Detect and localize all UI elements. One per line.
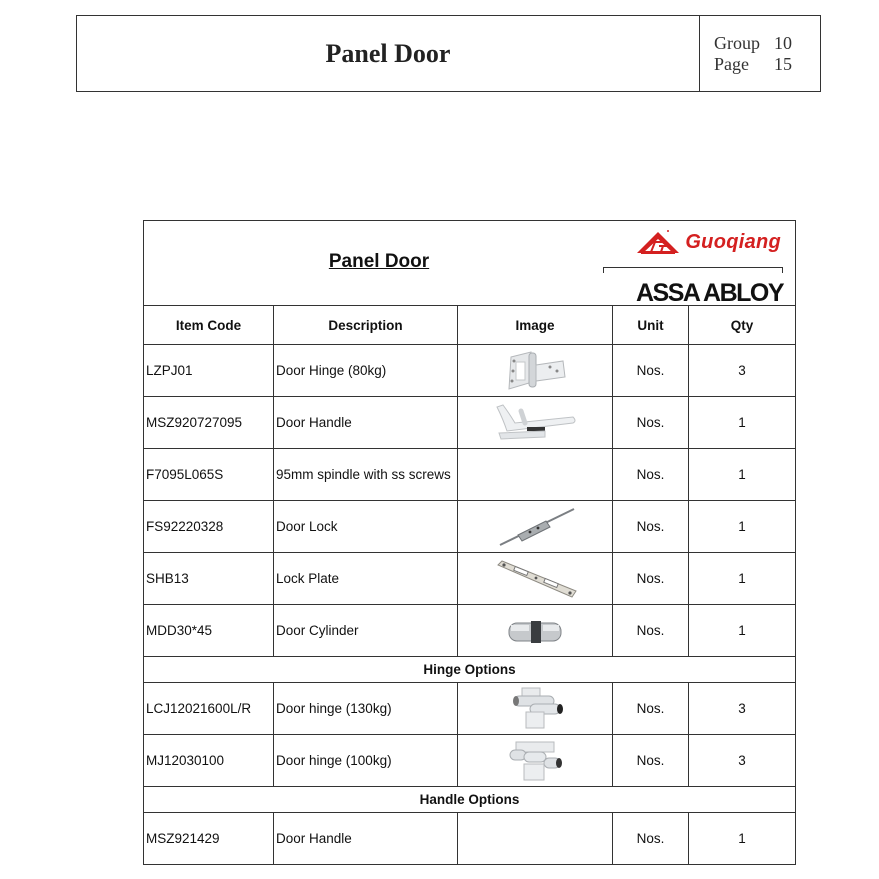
table-row [144, 397, 796, 449]
item-qty: 1 [689, 397, 796, 449]
item-qty: 3 [689, 735, 796, 787]
item-image-empty [458, 813, 613, 865]
euro-cylinder-image [495, 611, 575, 651]
parts-table [143, 220, 796, 865]
col-header-image: Image [458, 306, 613, 345]
item-unit: Nos. [613, 501, 689, 553]
guoqiang-wordmark: Guoqiang [685, 230, 782, 253]
table-row [144, 813, 796, 865]
page-value: 15 [774, 53, 792, 74]
table-title: Panel Door [328, 251, 430, 272]
table-row [144, 449, 796, 501]
item-unit: Nos. [613, 683, 689, 735]
page-header [76, 15, 821, 92]
item-description: Door hinge (100kg) [274, 735, 458, 787]
column-headers [144, 306, 796, 345]
item-description: Door Hinge (80kg) [274, 345, 458, 397]
item-code: SHB13 [144, 553, 274, 605]
item-code: FS92220328 [144, 501, 274, 553]
item-unit: Nos. [613, 345, 689, 397]
barrel-hinge-double-image [500, 738, 570, 784]
item-code: LZPJ01 [144, 345, 274, 397]
section-title-hinge-options: Hinge Options [144, 657, 796, 683]
lever-handle-image [485, 401, 585, 445]
guoqiang-house-icon [635, 229, 681, 255]
strike-plate-image [490, 557, 580, 601]
item-description: Lock Plate [274, 553, 458, 605]
item-description: 95mm spindle with ss screws [274, 449, 458, 501]
item-code: MDD30*45 [144, 605, 274, 657]
item-unit: Nos. [613, 605, 689, 657]
table-row [144, 501, 796, 553]
header-title: Panel Door [325, 38, 451, 68]
group-value: 10 [774, 32, 792, 53]
assa-abloy-wordmark: ASSA ABLOY [636, 279, 784, 307]
table-row [144, 605, 796, 657]
table-row [144, 345, 796, 397]
item-unit: Nos. [613, 553, 689, 605]
item-unit: Nos. [613, 735, 689, 787]
item-description: Door hinge (130kg) [274, 683, 458, 735]
item-unit: Nos. [613, 449, 689, 501]
item-code: MJ12030100 [144, 735, 274, 787]
group-label: Group [714, 32, 760, 53]
table-row [144, 683, 796, 735]
item-qty: 3 [689, 683, 796, 735]
section-header-row [144, 657, 796, 683]
col-header-item-code: Item Code [144, 306, 274, 345]
flag-hinge-image [495, 349, 575, 393]
item-qty: 1 [689, 605, 796, 657]
item-qty: 1 [689, 813, 796, 865]
item-description: Door Lock [274, 501, 458, 553]
page-label: Page [714, 53, 749, 74]
table-row [144, 735, 796, 787]
item-code: MSZ920727095 [144, 397, 274, 449]
guoqiang-logo [635, 229, 781, 255]
item-unit: Nos. [613, 397, 689, 449]
item-description: Door Handle [274, 397, 458, 449]
col-header-unit: Unit [613, 306, 689, 345]
col-header-qty: Qty [689, 306, 796, 345]
item-qty: 1 [689, 501, 796, 553]
item-description: Door Cylinder [274, 605, 458, 657]
mortise-lock-image [490, 505, 580, 549]
barrel-hinge-image [500, 686, 570, 732]
item-image-empty [458, 449, 613, 501]
brand-logos [601, 227, 785, 307]
item-code: MSZ921429 [144, 813, 274, 865]
item-qty: 1 [689, 449, 796, 501]
section-header-row [144, 787, 796, 813]
table-row [144, 553, 796, 605]
item-code: F7095L065S [144, 449, 274, 501]
logo-divider [603, 267, 783, 273]
item-qty: 1 [689, 553, 796, 605]
section-title-handle-options: Handle Options [144, 787, 796, 813]
item-description: Door Handle [274, 813, 458, 865]
table-title-row [144, 221, 796, 306]
item-code: LCJ12021600L/R [144, 683, 274, 735]
col-header-description: Description [274, 306, 458, 345]
item-qty: 3 [689, 345, 796, 397]
item-unit: Nos. [613, 813, 689, 865]
header-meta [699, 16, 820, 91]
